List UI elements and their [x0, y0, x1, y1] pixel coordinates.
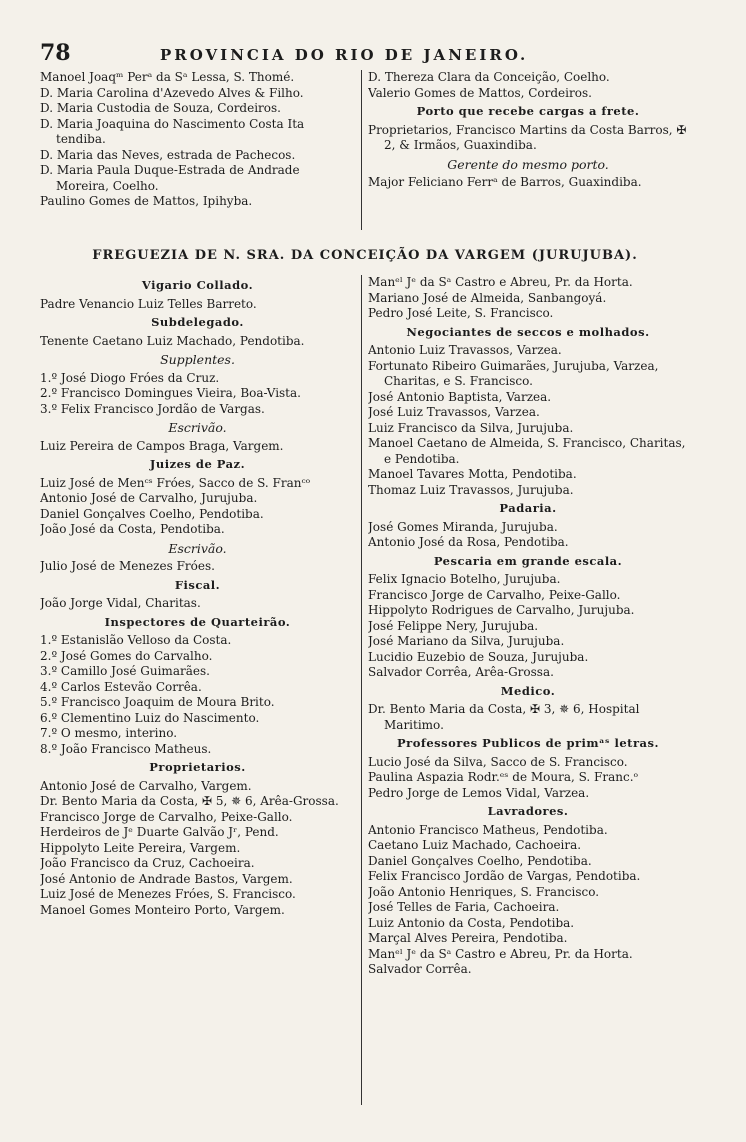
entry: José Luiz Travassos, Varzea. [368, 405, 540, 419]
section-heading: Escrivão. [168, 540, 227, 556]
document-page [40, 40, 690, 1120]
section-heading: Medico. [500, 683, 556, 698]
entry: D. Maria Carolina d'Azevedo Alves & Filho. [40, 85, 304, 100]
entry: Marçal Alves Pereira, Pendotiba. [368, 931, 568, 945]
section-heading: Vigario Collado. [141, 278, 254, 292]
entry: Valerio Gomes de Mattos, Cordeiros. [368, 85, 592, 100]
entry: Luiz José de Menezes Fróes, S. Francisco. [40, 887, 296, 901]
top-right-column [362, 70, 688, 230]
entry: Lucio José da Silva, Sacco de S. Francisco. [368, 754, 628, 769]
entry: 3.º Camillo José Guimarães. [40, 664, 210, 678]
entry: Antonio José da Rosa, Pendotiba. [368, 535, 569, 549]
entry: D. Maria das Neves, estrada de Pachecos. [40, 147, 296, 162]
top-columns [40, 70, 690, 230]
section-heading: Lavradores. [487, 804, 569, 818]
entry: Herdeiros de Jᵉ Duarte Galvão Jʳ, Pend. [40, 825, 279, 839]
entry: Pedro José Leite, S. Francisco. [368, 306, 554, 320]
entry: Hippolyto Rodrigues de Carvalho, Jurujuba. [368, 603, 635, 617]
entry: 4.º Carlos Estevão Corrêa. [40, 679, 202, 694]
entry: Luiz José de Menᶜˢ Fróes, Sacco de S. Franᶜᵒ [40, 475, 311, 490]
entry: 5.º Francisco Joaquim de Moura Brito. [40, 695, 275, 709]
entry: Paulina Aspazia Rodr.ᵉˢ de Moura, S. Franc.ᵒ [368, 770, 639, 784]
entry: Padre Venancio Luiz Telles Barreto. [40, 296, 257, 311]
entry: Manᵉˡ Jᵉ da Sᵃ Castro e Abreu, Pr. da Horta. [368, 275, 633, 289]
entry: José Felippe Nery, Jurujuba. [368, 618, 539, 633]
section-heading: Subdelegado. [151, 315, 244, 329]
parish-title: FREGUEZIA DE N. SRA. DA CONCEIÇÃO DA VARGEM (JURUJUBA). [92, 248, 638, 263]
entry: Salvador Corrêa. [368, 962, 472, 976]
section-heading: Professores Publicos de primᵃˢ letras. [397, 736, 659, 750]
entry: Tenente Caetano Luiz Machado, Pendotiba. [40, 333, 305, 348]
entry: Francisco Jorge de Carvalho, Peixe-Gallo. [40, 809, 293, 824]
entry: Julio José de Menezes Fróes. [40, 559, 215, 573]
entry: Antonio Luiz Travassos, Varzea. [368, 343, 562, 357]
entry: Caetano Luiz Machado, Cachoeira. [368, 838, 582, 852]
section-heading: Supplentes. [160, 352, 235, 367]
section-heading: Porto que recebe cargas a frete. [416, 104, 640, 118]
entry: Antonio José de Carvalho, Vargem. [40, 778, 252, 793]
entry: D. Thereza Clara da Conceição, Coelho. [368, 70, 610, 84]
entry: Hippolyto Leite Pereira, Vargem. [40, 840, 241, 855]
entry: João Antonio Henriques, S. Francisco. [368, 884, 600, 899]
entry: 2.º Francisco Domingues Vieira, Boa-Vista. [40, 386, 301, 400]
entry: José Antonio Baptista, Varzea. [368, 389, 552, 404]
section-heading: Proprietarios. [149, 760, 246, 774]
entry: D. Maria Custodia de Souza, Cordeiros. [40, 101, 281, 115]
entry: José Gomes Miranda, Jurujuba. [368, 519, 558, 534]
entry: Paulino Gomes de Mattos, Ipihyba. [40, 194, 253, 208]
entry: José Mariano da Silva, Jurujuba. [368, 634, 565, 648]
top-left-column [40, 70, 362, 230]
entry: Daniel Gonçalves Coelho, Pendotiba. [40, 506, 264, 521]
entry: D. Maria Joaquina do Nascimento Costa Ita tendiba. [40, 116, 305, 146]
entry: Felix Francisco Jordão de Vargas, Pendotiba. [368, 869, 641, 883]
section-heading: Pescaria em grande escala. [433, 553, 623, 568]
section-heading: Negociantes de seccos e molhados. [406, 324, 650, 339]
entry: Dr. Bento Maria da Costa, ✠ 3, ✵ 6, Hospital Maritimo. [368, 702, 640, 732]
entry: D. Maria Paula Duque-Estrada de Andrade Moreira, Coelho. [40, 163, 300, 193]
entry: José Antonio de Andrade Bastos, Vargem. [40, 871, 293, 886]
section-heading: Escrivão. [168, 420, 227, 435]
entry: Manoel Joaqᵐ Perᵃ da Sᵃ Lessa, S. Thomé. [40, 70, 295, 84]
entry: Antonio Francisco Matheus, Pendotiba. [368, 822, 608, 837]
section-heading: Gerente do mesmo porto. [447, 156, 609, 172]
entry: Manᵉˡ Jᵉ da Sᵃ Castro e Abreu, Pr. da Horta. [368, 946, 633, 961]
entry: Francisco Jorge de Carvalho, Peixe-Gallo. [368, 587, 621, 602]
page-header [40, 40, 690, 70]
entry: Manoel Gomes Monteiro Porto, Vargem. [40, 902, 285, 917]
entry: 8.º João Francisco Matheus. [40, 741, 212, 756]
section-heading: Fiscal. [174, 577, 221, 592]
entry: Luiz Francisco da Silva, Jurujuba. [368, 420, 574, 435]
entry: José Telles de Faria, Cachoeira. [368, 900, 560, 914]
entry: Antonio José de Carvalho, Jurujuba. [40, 491, 258, 505]
entry: Major Feliciano Ferrᵃ de Barros, Guaxindiba. [368, 175, 642, 189]
running-title: PROVINCIA DO RIO DE JANEIRO. [160, 46, 529, 64]
entry: João Jorge Vidal, Charitas. [40, 596, 201, 610]
right-column [362, 275, 688, 1105]
page-number: 78 [40, 40, 71, 66]
entry: Dr. Bento Maria da Costa, ✠ 5, ✵ 6, Arêa-Grossa. [40, 794, 339, 808]
section-heading: Juizes de Paz. [149, 457, 246, 471]
left-column [40, 275, 362, 1105]
entry: João José da Costa, Pendotiba. [40, 522, 225, 536]
entry: Salvador Corrêa, Arêa-Grossa. [368, 665, 554, 679]
entry: Proprietarios, Francisco Martins da Costa Barros, ✠ 2, & Irmãos, Guaxindiba. [368, 122, 687, 152]
entry: Felix Ignacio Botelho, Jurujuba. [368, 572, 561, 586]
entry: Luiz Pereira de Campos Braga, Vargem. [40, 438, 284, 453]
entry: Mariano José de Almeida, Sanbangoyá. [368, 290, 607, 305]
entry: 3.º Felix Francisco Jordão de Vargas. [40, 401, 265, 416]
entry: Fortunato Ribeiro Guimarães, Jurujuba, Varzea, Charitas, e S. Francisco. [368, 358, 659, 388]
entry: Pedro Jorge de Lemos Vidal, Varzea. [368, 785, 590, 800]
entry: 1.º José Diogo Fróes da Cruz. [40, 370, 220, 385]
entry: Daniel Gonçalves Coelho, Pendotiba. [368, 853, 592, 868]
entry: Thomaz Luiz Travassos, Jurujuba. [368, 482, 574, 497]
section-heading: Inspectores de Quarteirão. [104, 614, 291, 629]
entry: 6.º Clementino Luiz do Nascimento. [40, 710, 260, 725]
entry: 1.º Estanislão Velloso da Costa. [40, 633, 232, 647]
entry: Lucidio Euzebio de Souza, Jurujuba. [368, 649, 589, 664]
entry: Manoel Tavares Motta, Pendotiba. [368, 467, 577, 481]
entry: 7.º O mesmo, interino. [40, 726, 178, 740]
entry: Luiz Antonio da Costa, Pendotiba. [368, 915, 575, 930]
entry: 2.º José Gomes do Carvalho. [40, 648, 213, 663]
entry: Manoel Caetano de Almeida, S. Francisco, Charitas, e Pendotiba. [368, 436, 686, 466]
entry: João Francisco da Cruz, Cachoeira. [40, 856, 255, 870]
main-columns [40, 275, 690, 1105]
section-heading: Padaria. [499, 501, 557, 515]
